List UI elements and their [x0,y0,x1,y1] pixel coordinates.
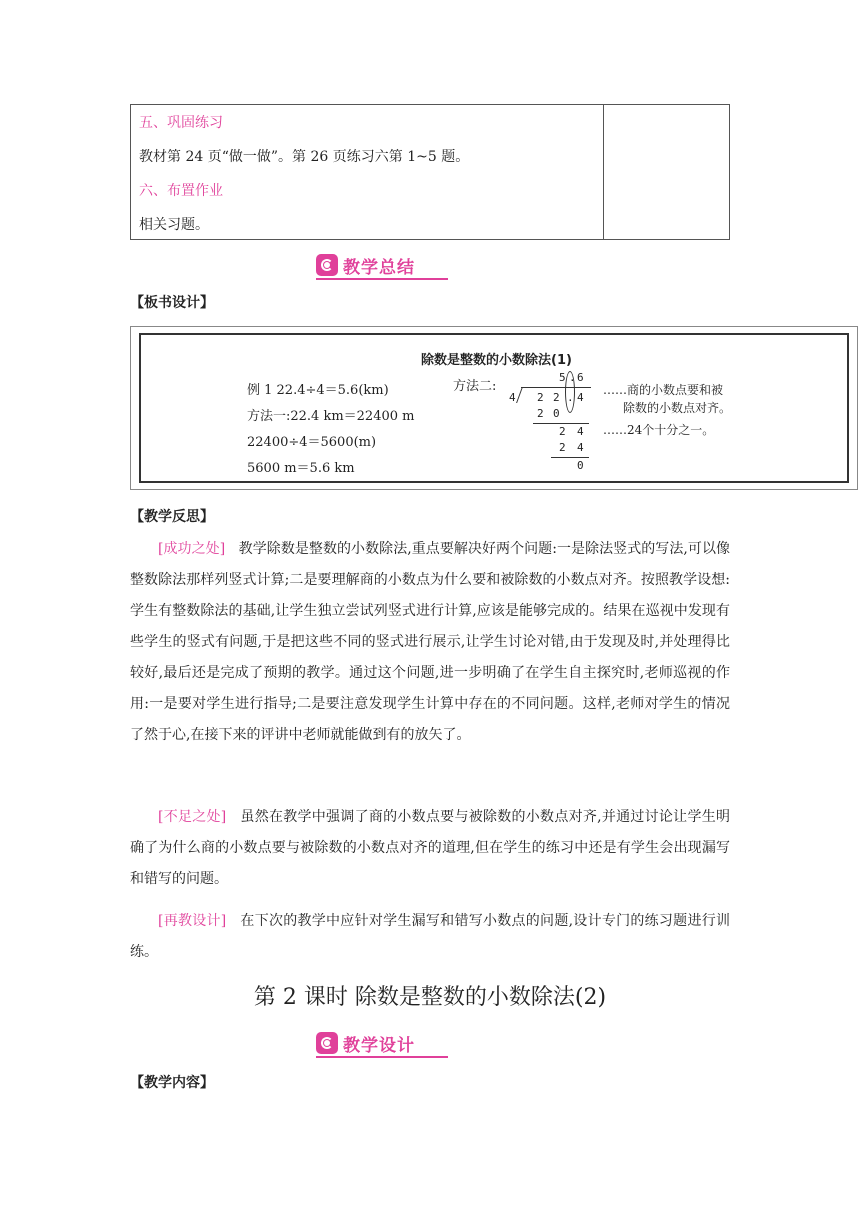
board-title: 除数是整数的小数除法(1) [421,353,572,368]
method1-line: 方法一:22.4 km＝22400 m [247,409,415,424]
redesign-paragraph [130,906,730,968]
dividend-point: . [567,391,574,404]
step-digit: 4 [577,441,584,454]
division-bracket [516,387,529,403]
example-line: 例 1 22.4÷4＝5.6(km) [247,383,389,398]
lesson-title: 第 2 课时 除数是整数的小数除法(2) [253,985,607,1010]
practice-heading: 五、巩固练习 [139,115,223,131]
homework-text: 相关习题。 [139,217,209,233]
table-divider [603,105,604,239]
practice-text: 教材第 24 页“做一做”。第 26 页练习六第 1~5 题。 [139,149,470,165]
shortage-text: 虽然在教学中强调了商的小数点要与被除数的小数点对齐,并通过讨论让学生明确了为什么商的小数点要与被除数的小数点对齐的道理,但在学生的练习中还是有学生会出现漏写和错写的问题。 [130,809,730,887]
note-align-1: ……商的小数点要和被 [603,383,724,397]
dividend-digit: 2 [553,391,560,404]
divisor: 4 [509,391,516,404]
swirl-logo-icon [316,1032,338,1054]
step-digit: 2 [559,425,566,438]
quotient-digit: 6 [577,371,584,384]
step-line [533,423,589,424]
badge-underline [316,278,448,280]
summary-badge-text: 教学总结 [343,257,415,278]
quotient-digit: 5 [559,371,566,384]
swirl-logo-icon [316,254,338,276]
design-badge-text: 教学设计 [343,1035,415,1056]
step-digit: 2 [537,407,544,420]
board-frame [139,333,849,483]
redesign-text: 在下次的教学中应针对学生漏写和错写小数点的问题,设计专门的练习题进行训练。 [130,913,730,960]
note-tenths: ……24个十分之一。 [603,423,715,437]
design-badge [316,1030,415,1056]
step-line [551,457,589,458]
content-label: 【教学内容】 [130,1075,214,1091]
lesson-table [130,104,730,240]
success-paragraph [130,534,730,751]
summary-badge [316,252,415,278]
step-digit: 0 [553,407,560,420]
quotient-point: . [569,371,576,384]
remainder: 0 [577,459,584,472]
badge-underline [316,1056,448,1058]
board-design-image [130,326,858,490]
success-text: 教学除数是整数的小数除法,重点要解决好两个问题:一是除法竖式的写法,可以像整数除法那样列竖式计算;二是要理解商的小数点为什么要和被除数的小数点对齐。按照教学设想:学生有整数除法的基础,让学生独立尝试列竖式进行计算,应该是能够完成的。结果在巡视中发现有些学生的竖式有问题,于是把这些不同的竖式进行展示,让学生讨论对错,由于发现及时,并处理得比较好,最后还是完成了预期的教学。通过这个问题,进一步明确了在学生自主探究时,老师巡视的作用:一是要对学生进行指导;二是要注意发现学生计算中存在的不同问题。这样,老师对学生的情况了然于心,在接下来的评讲中老师就能做到有的放矢了。 [130,541,730,743]
shortage-tag: [不足之处] [158,809,227,825]
reflection-label: 【教学反思】 [130,509,214,525]
shortage-paragraph [130,802,730,895]
method1-calc: 22400÷4＝5600(m) [247,435,377,450]
method1-result: 5600 m＝5.6 km [247,461,355,476]
decimal-point-circle [565,371,575,413]
success-tag: [成功之处] [158,541,226,557]
step-digit: 4 [577,425,584,438]
note-align-2: 除数的小数点对齐。 [623,401,732,415]
homework-heading: 六、布置作业 [139,183,223,199]
board-design-label: 【板书设计】 [130,295,214,311]
division-bar [521,387,591,388]
redesign-tag: [再教设计] [158,913,227,929]
dividend-digit: 4 [577,391,584,404]
method2-label: 方法二: [453,379,497,394]
dividend-digit: 2 [537,391,544,404]
step-digit: 2 [559,441,566,454]
